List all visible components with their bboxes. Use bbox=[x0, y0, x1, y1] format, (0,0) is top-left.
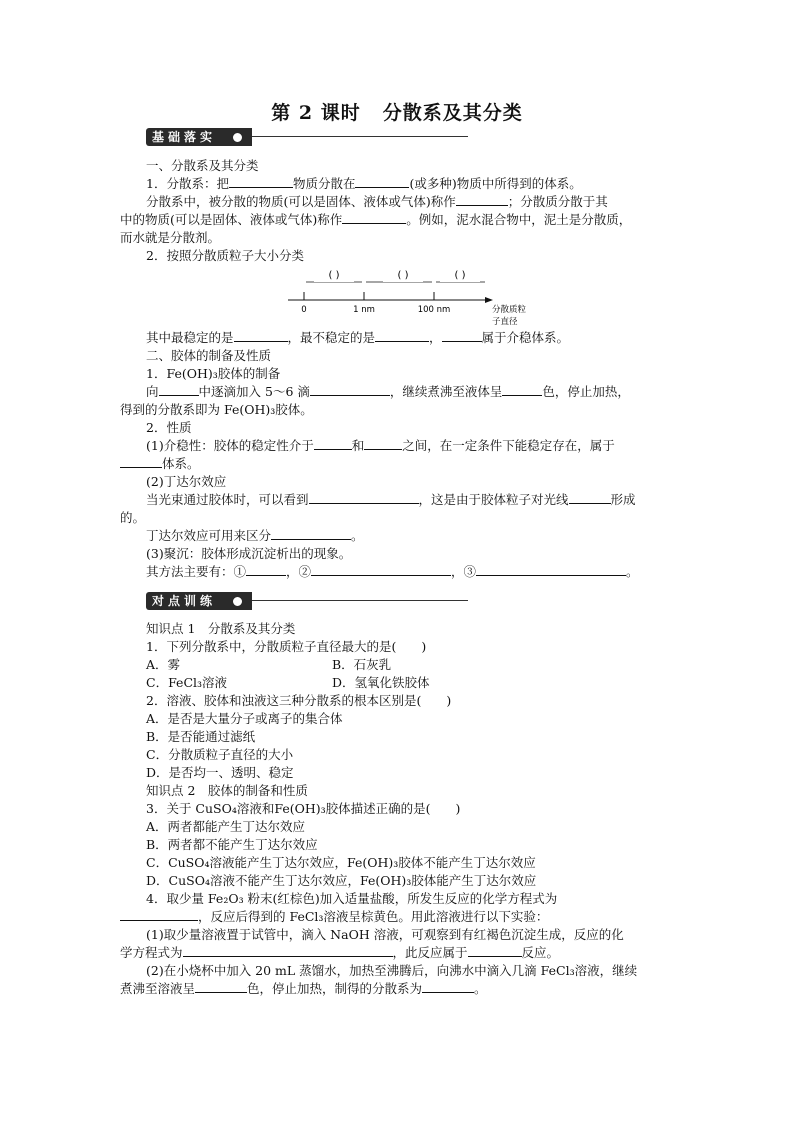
axis-label: 子直径 bbox=[492, 317, 518, 327]
answer-blank[interactable] bbox=[310, 383, 390, 396]
option-d[interactable]: D．氢氧化铁胶体 bbox=[332, 675, 430, 690]
tick-label: 1 nm bbox=[353, 305, 375, 315]
answer-blank[interactable] bbox=[246, 563, 286, 576]
bullet-icon bbox=[232, 596, 243, 607]
option-d[interactable]: D．CuSO₄溶液不能产生丁达尔效应，Fe(OH)₃胶体能产生丁达尔效应 bbox=[146, 873, 537, 888]
text-line: 1．分散系：把 物质分散在 (或多种)物质中所得到的体系。 bbox=[146, 176, 582, 191]
section-label: 基础落实 bbox=[146, 128, 252, 146]
answer-blank[interactable] bbox=[271, 527, 351, 540]
range-blank: ( ) bbox=[454, 270, 466, 281]
answer-blank[interactable] bbox=[309, 491, 419, 504]
option-c[interactable]: C．FeCl₃溶液 bbox=[146, 675, 228, 690]
option-b[interactable]: B．是否能通过滤纸 bbox=[146, 729, 256, 744]
tick-label: 100 nm bbox=[417, 305, 451, 315]
text-line: (1)介稳性：胶体的稳定性介于 和 之间，在一定条件下能稳定存在，属于 bbox=[146, 438, 615, 453]
particle-size-diagram bbox=[280, 262, 560, 332]
option-d[interactable]: D．是否均一、透明、稳定 bbox=[146, 765, 294, 780]
answer-blank[interactable] bbox=[120, 908, 198, 921]
text-line: 其方法主要有：① ，② ，③ 。 bbox=[146, 564, 639, 579]
text-line: 的。 bbox=[120, 510, 146, 525]
answer-blank[interactable] bbox=[355, 175, 409, 188]
text-line: 当光束通过胶体时，可以看到 ，这是由于胶体粒子对光线 形成 bbox=[146, 492, 636, 507]
knowledge-point-2: 知识点 2 胶体的制备和性质 bbox=[146, 783, 308, 798]
text-line: 得到的分散系即为 Fe(OH)₃胶体。 bbox=[120, 402, 313, 417]
answer-blank[interactable] bbox=[229, 175, 293, 188]
question-2: 2．溶液、胶体和浊液这三种分散系的根本区别是( ) bbox=[146, 693, 452, 708]
heading-colloid: 二、胶体的制备及性质 bbox=[146, 348, 272, 363]
axis-label: 分散质粒 bbox=[492, 305, 527, 315]
section-label: 对点训练 bbox=[146, 592, 252, 610]
option-a[interactable]: A．是否是大量分子或离子的集合体 bbox=[146, 711, 343, 726]
text-line: 煮沸至溶液呈 色，停止加热，制得的分散系为 。 bbox=[120, 981, 487, 996]
answer-blank[interactable] bbox=[311, 563, 451, 576]
answer-blank[interactable] bbox=[375, 329, 429, 342]
text-line: 其中最稳定的是 ，最不稳定的是 ， 属于介稳体系。 bbox=[146, 330, 570, 345]
answer-blank[interactable] bbox=[342, 211, 406, 224]
option-b[interactable]: B．两者都不能产生丁达尔效应 bbox=[146, 837, 318, 852]
answer-blank[interactable] bbox=[120, 455, 162, 468]
lesson-number: 第 2 课时 bbox=[271, 102, 361, 124]
section-header-practice bbox=[146, 592, 468, 612]
text-line: (2)在小烧杯中加入 20 mL 蒸馏水，加热至沸腾后，向沸水中滴入几滴 FeCl₃溶液，继续 bbox=[146, 963, 638, 978]
text-line: 分散系中，被分散的物质(可以是固体、液体或气体)称作 ；分散质分散于其 bbox=[146, 194, 608, 209]
answer-blank[interactable] bbox=[422, 980, 474, 993]
text-line: ，反应后得到的 FeCl₃溶液呈棕黄色。用此溶液进行以下实验： bbox=[120, 908, 548, 926]
answer-blank[interactable] bbox=[569, 491, 611, 504]
answer-blank[interactable] bbox=[456, 193, 508, 206]
answer-blank[interactable] bbox=[468, 944, 522, 957]
bullet-icon bbox=[232, 132, 243, 143]
text-line: 而水就是分散剂。 bbox=[120, 230, 221, 245]
section-header-basic bbox=[146, 128, 468, 148]
answer-blank[interactable] bbox=[195, 980, 247, 993]
knowledge-point-1: 知识点 1 分散系及其分类 bbox=[146, 621, 296, 636]
text-line: 1．Fe(OH)₃胶体的制备 bbox=[146, 366, 281, 381]
answer-blank[interactable] bbox=[183, 944, 393, 957]
text-line: 2．按照分散质粒子大小分类 bbox=[146, 248, 304, 263]
section-rule bbox=[252, 136, 468, 137]
text-line: 体系。 bbox=[120, 455, 200, 473]
option-a[interactable]: A．雾 bbox=[146, 657, 181, 672]
page-title bbox=[0, 98, 794, 125]
answer-blank[interactable] bbox=[476, 563, 626, 576]
text-line: (1)取少量溶液置于试管中，滴入 NaOH 溶液，可观察到有红褐色沉淀生成，反应的化 bbox=[146, 927, 624, 942]
text-line: 丁达尔效应可用来区分 。 bbox=[146, 528, 364, 543]
text-line: 学方程式为 ，此反应属于 反应。 bbox=[120, 945, 560, 960]
option-a[interactable]: A．两者都能产生丁达尔效应 bbox=[146, 819, 306, 834]
range-blank: ( ) bbox=[397, 270, 409, 281]
text-line: (2)丁达尔效应 bbox=[146, 474, 227, 489]
answer-blank[interactable] bbox=[314, 437, 352, 450]
answer-blank[interactable] bbox=[442, 329, 482, 342]
section-rule bbox=[252, 600, 468, 601]
tick-label: 0 bbox=[301, 305, 307, 315]
range-blank: ( ) bbox=[328, 270, 340, 281]
option-c[interactable]: C．CuSO₄溶液能产生丁达尔效应，Fe(OH)₃胶体不能产生丁达尔效应 bbox=[146, 855, 536, 870]
text-line: (3)聚沉：胶体形成沉淀析出的现象。 bbox=[146, 546, 352, 561]
question-4: 4．取少量 Fe₂O₃ 粉末(红棕色)加入适量盐酸，所发生反应的化学方程式为 bbox=[146, 891, 558, 906]
option-b[interactable]: B．石灰乳 bbox=[332, 657, 392, 672]
lesson-topic: 分散系及其分类 bbox=[382, 102, 523, 124]
question-1: 1．下列分散系中，分散质粒子直径最大的是( ) bbox=[146, 639, 427, 654]
answer-blank[interactable] bbox=[502, 383, 542, 396]
answer-blank[interactable] bbox=[234, 329, 288, 342]
question-3: 3．关于 CuSO₄溶液和Fe(OH)₃胶体描述正确的是( ) bbox=[146, 801, 461, 816]
heading-dispersion: 一、分散系及其分类 bbox=[146, 158, 259, 173]
option-c[interactable]: C．分散质粒子直径的大小 bbox=[146, 747, 294, 762]
text-line: 2．性质 bbox=[146, 420, 192, 435]
text-line: 中的物质(可以是固体、液体或气体)称作 。例如，泥水混合物中，泥土是分散质， bbox=[120, 212, 632, 227]
answer-blank[interactable] bbox=[159, 383, 199, 396]
axis-arrow-icon bbox=[485, 297, 493, 303]
text-line: 向 中逐滴加入 5～6 滴 ，继续煮沸至液体呈 色，停止加热， bbox=[146, 384, 630, 399]
answer-blank[interactable] bbox=[364, 437, 402, 450]
